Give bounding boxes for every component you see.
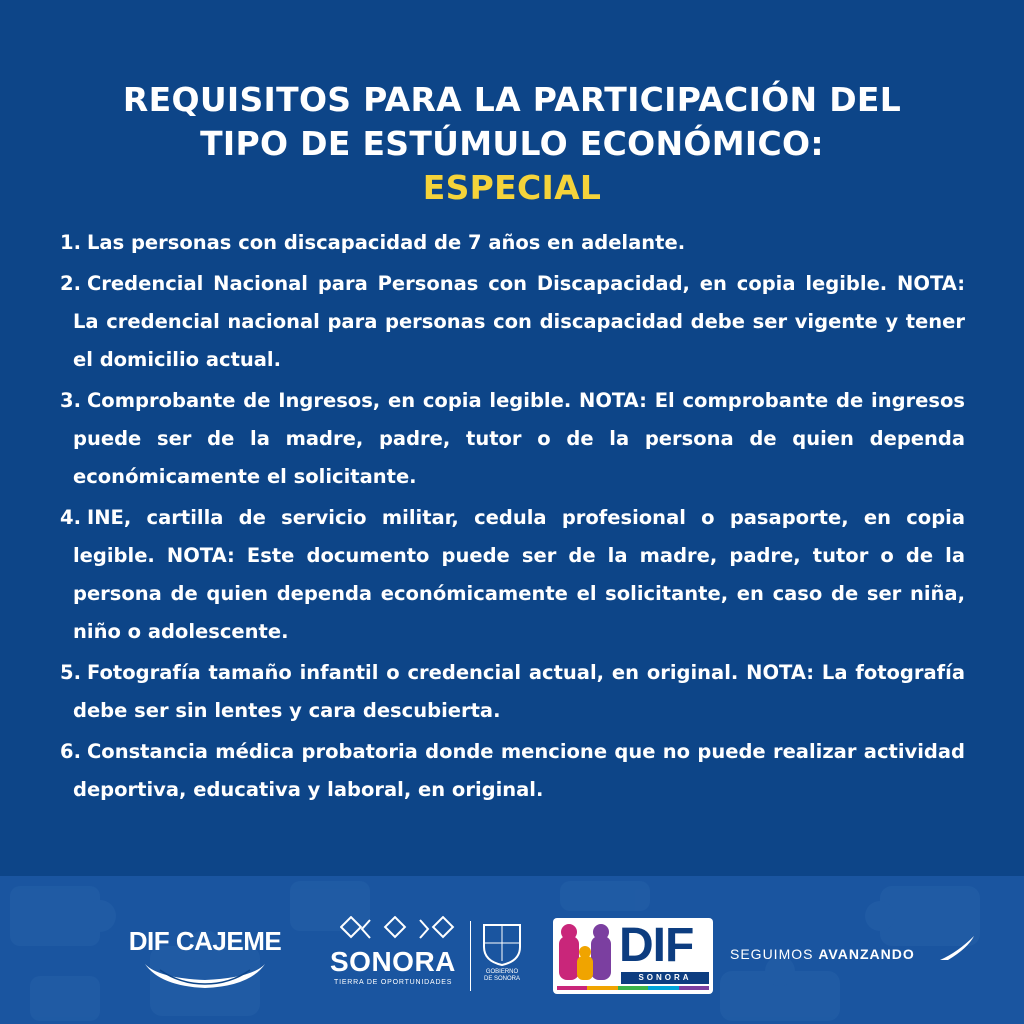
logo-dif-cajeme — [120, 926, 290, 996]
list-item — [60, 654, 965, 730]
slogan — [730, 946, 915, 962]
logo-dif-color-bar — [557, 986, 709, 990]
list-item — [60, 499, 965, 651]
item-text: Constancia médica probatoria donde mencione que no puede realizar actividad deportiva, educativa y laboral, en original. — [73, 740, 965, 801]
family-icon — [557, 922, 617, 986]
item-number: 6. — [60, 740, 81, 763]
logo-divider — [470, 921, 471, 991]
gobierno-sonora-seal — [478, 921, 526, 991]
title-line-2: TIPO DE ESTÚMULO ECONÓMICO: — [200, 124, 824, 163]
page-title — [0, 78, 1024, 210]
item-text: Fotografía tamaño infantil o credencial actual, en original. NOTA: La fotografía debe ser sin lentes y cara descubierta. — [73, 661, 965, 722]
item-number: 4. — [60, 506, 81, 529]
requirements-list — [60, 224, 965, 812]
gobierno-line-1: GOBIERNO — [485, 969, 519, 975]
item-number: 3. — [60, 389, 81, 412]
list-item — [60, 265, 965, 379]
sonora-pattern-icon — [340, 916, 460, 942]
logo-sonora-tagline: TIERRA DE OPORTUNIDADES — [334, 979, 453, 986]
slogan-part-2: AVANZANDO — [818, 946, 915, 962]
list-item — [60, 382, 965, 496]
hands-icon — [140, 956, 270, 996]
item-text: Comprobante de Ingresos, en copia legible. NOTA: El comprobante de ingresos puede ser de la madre, padre, tutor o de la persona de quien dependa económicamente el solicitante. — [73, 389, 965, 488]
list-item — [60, 733, 965, 809]
item-number: 1. — [60, 231, 81, 254]
gobierno-text — [478, 969, 526, 983]
logo-dif-text: DIF — [619, 919, 694, 972]
arrow-swoosh-icon — [938, 934, 978, 964]
footer-logos — [0, 876, 1024, 1024]
item-text: Las personas con discapacidad de 7 años en adelante. — [86, 231, 686, 254]
logo-dif-cajeme-text: DIF CAJEME — [128, 926, 282, 956]
item-number: 2. — [60, 272, 81, 295]
item-text: INE, cartilla de servicio militar, cedula profesional o pasaporte, en copia legible. NOTA: Este documento puede ser de la madre, padre, tutor o de la persona de quien dependa económicamente el solicitante, en caso de ser niña, niño o adolescente. — [73, 506, 965, 643]
shield-seal-icon — [478, 921, 526, 967]
gobierno-line-2: DE SONORA — [483, 976, 520, 982]
logo-dif-sonora — [553, 918, 713, 994]
title-category: ESPECIAL — [422, 168, 602, 207]
item-text: Credencial Nacional para Personas con Discapacidad, en copia legible. NOTA: La credencial nacional para personas con discapacidad debe ser vigente y tener el domicilio actual. — [73, 272, 965, 371]
list-item — [60, 224, 965, 262]
slogan-part-1: SEGUIMOS — [730, 946, 814, 962]
item-number: 5. — [60, 661, 81, 684]
logo-dif-sub: SONORA — [621, 972, 709, 984]
logo-sonora-text: SONORA — [330, 946, 456, 977]
title-line-1: REQUISITOS PARA LA PARTICIPACIÓN DEL — [122, 80, 902, 119]
